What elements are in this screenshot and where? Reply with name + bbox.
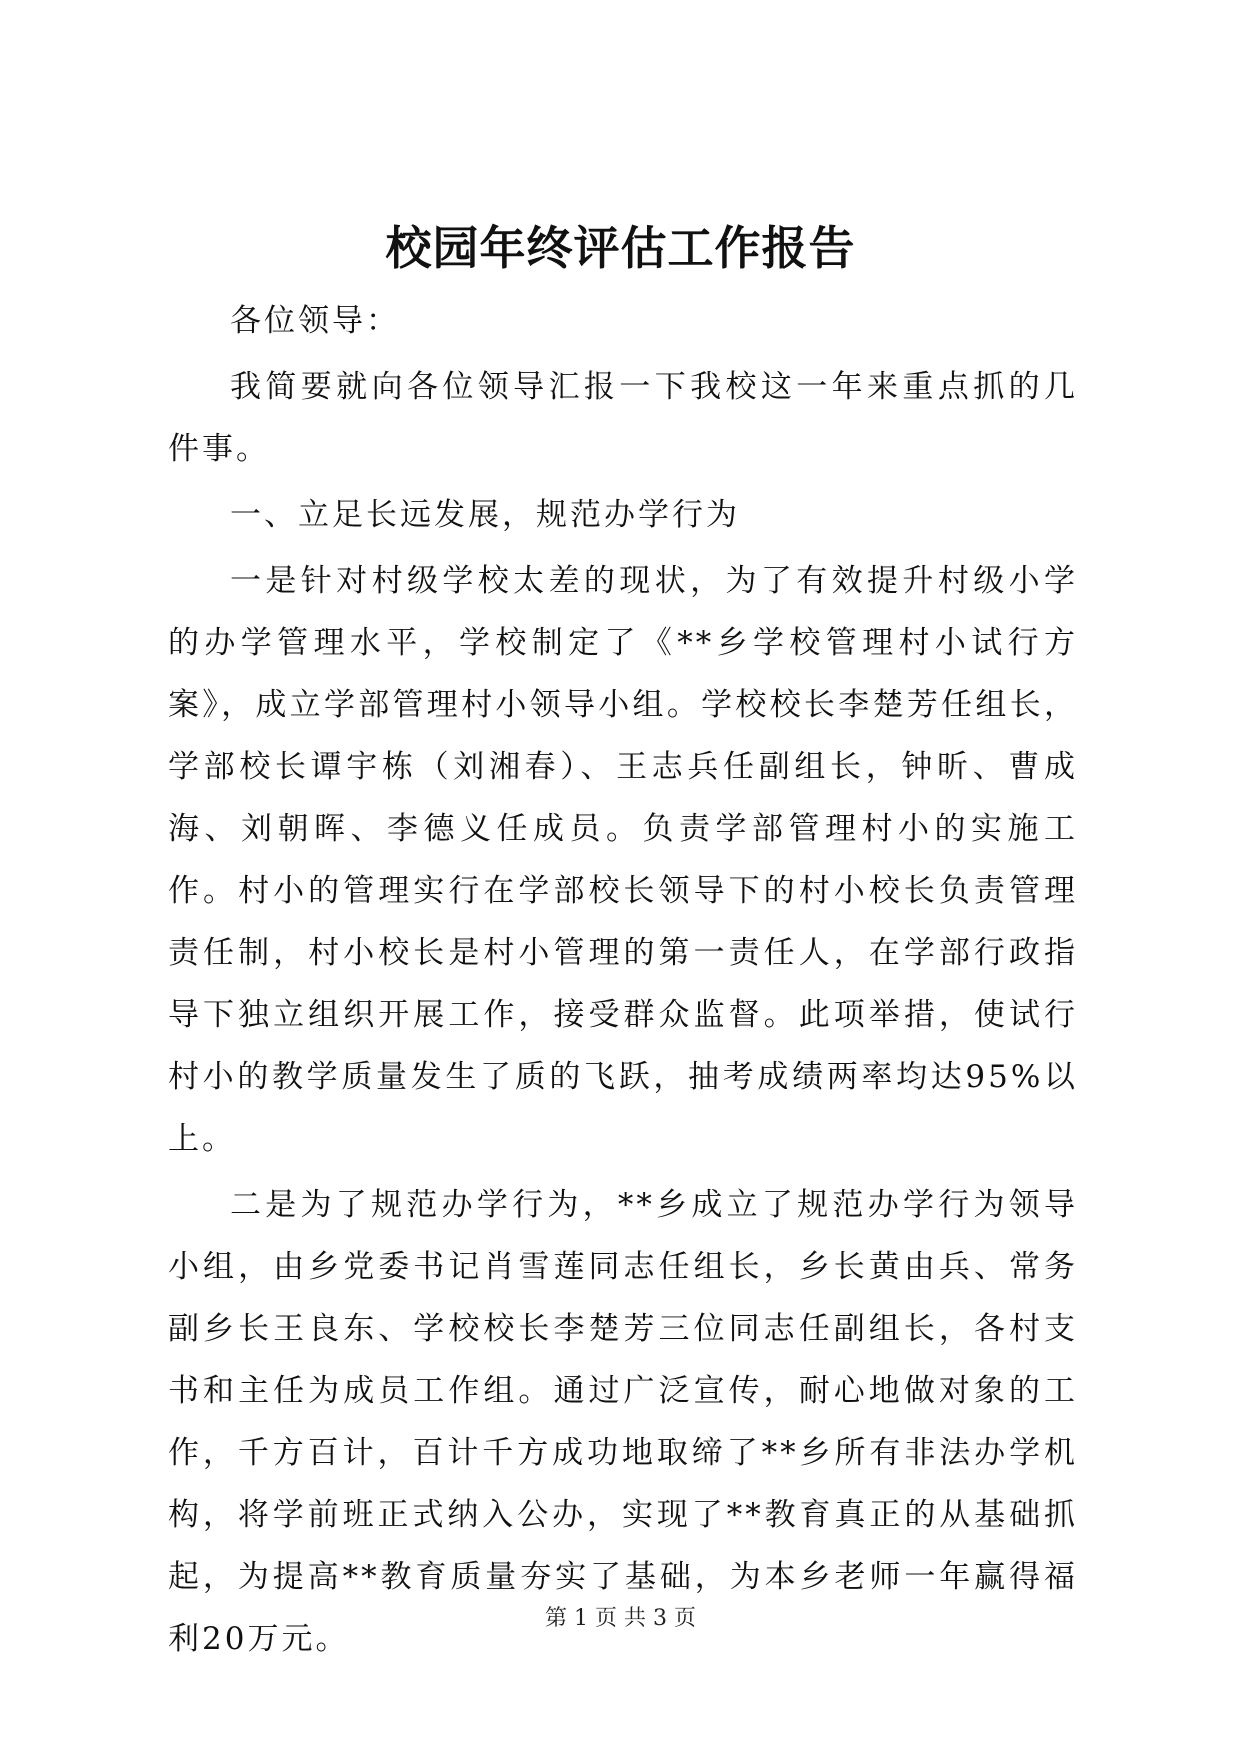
section-heading: 一、立足长远发展，规范办学行为: [230, 497, 740, 533]
intro-paragraph: 我简要就向各位领导汇报一下我校这一年来重点抓的几件事。: [168, 369, 1078, 467]
salutation-paragraph: 各位领导：: [230, 303, 400, 339]
body-paragraph-2: 二是为了规范办学行为，**乡成立了规范办学行为领导小组，由乡党委书记肖雪莲同志任组长，乡长黄由兵、常务副乡长王良东、学校校长李楚芳三位同志任副组长，各村支书和主任为成员工作组。通过广泛宣传，耐心地做对象的工作，千方百计，百计千方成功地取缔了**乡所有非法办学机构，将学前班正式纳入公办，实现了**教育真正的从基础抓起，为提高**教育质量夯实了基础，为本乡老师一年赢得福利20万元。: [168, 1187, 1078, 1657]
document-title: 校园年终评估工作报告: [385, 221, 856, 275]
body-paragraph-1: 一是针对村级学校太差的现状，为了有效提升村级小学的办学管理水平，学校制定了《**乡学校管理村小试行方案》，成立学部管理村小领导小组。学校校长李楚芳任组长，学部校长谭宇栋（刘湘春）、王志兵任副组长，钟昕、曹成海、刘朝晖、李德义任成员。负责学部管理村小的实施工作。村小的管理实行在学部校长领导下的村小校长负责管理责任制，村小校长是村小管理的第一责任人，在学部行政指导下独立组织开展工作，接受群众监督。此项举措，使试行村小的教学质量发生了质的飞跃，抽考成绩两率均达95%以上。: [168, 563, 1078, 1157]
document-body: [168, 290, 1078, 1674]
page-number-footer: 第 1 页 共 3 页: [545, 1606, 696, 1631]
